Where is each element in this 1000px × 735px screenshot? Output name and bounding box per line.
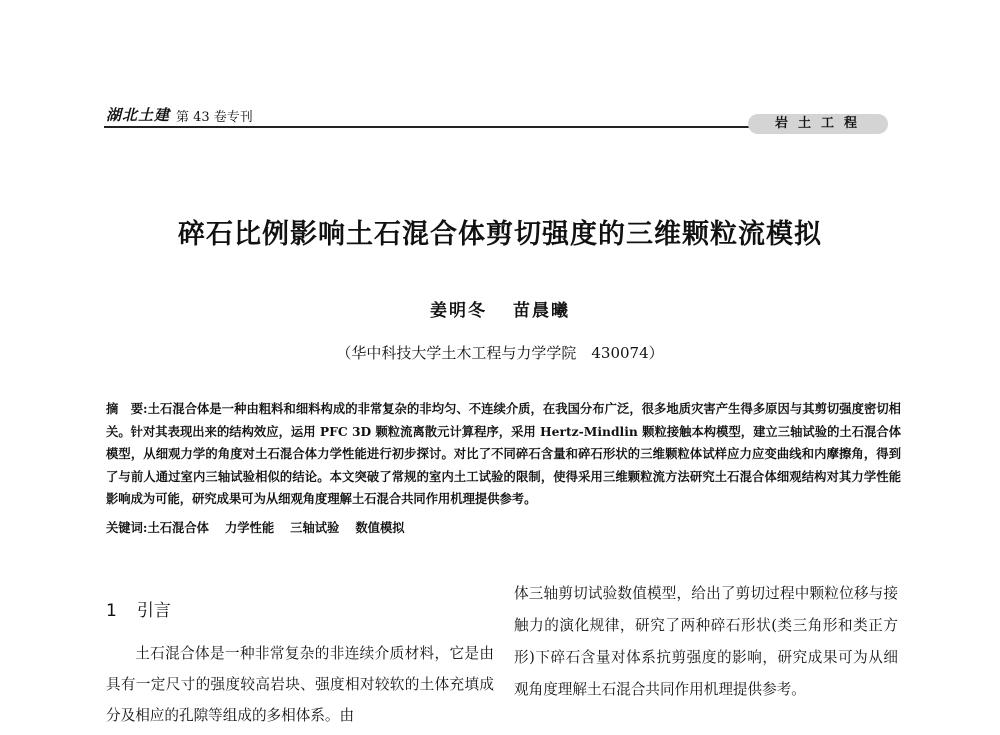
section-heading xyxy=(106,596,171,621)
section-tab: 岩土工程 xyxy=(748,114,888,134)
keyword: 土石混合体 xyxy=(147,520,209,535)
abstract-label: 摘 要: xyxy=(106,401,148,416)
section-number: 1 xyxy=(106,601,117,621)
paper-title: 碎石比例影响土石混合体剪切强度的三维颗粒流模拟 xyxy=(178,219,822,250)
keyword: 力学性能 xyxy=(224,520,275,535)
abstract xyxy=(106,398,901,511)
body-column-left xyxy=(106,638,494,731)
body-paragraph: 体三轴剪切试验数值模型，给出了剪切过程中颗粒位移与接触力的演化规律，研究了两种碎石形状(类三角形和类正方形)下碎石含量对体系抗剪强度的影响，研究成果可为从细观角度理解土石混合共同作用机理提供参考。 xyxy=(514,585,898,698)
keywords xyxy=(106,518,421,536)
keywords-label: 关键词: xyxy=(106,520,148,535)
journal-issue: 第 43 卷专刊 xyxy=(176,110,253,125)
body-column-right xyxy=(514,578,898,706)
authors xyxy=(0,296,1000,321)
keyword: 数值模拟 xyxy=(355,520,405,535)
abstract-text: 土石混合体是一种由粗料和细料构成的非常复杂的非均匀、不连续介质，在我国分布广泛，很多地质灾害产生得多原因与其剪切强度密切相关。针对其表现出来的结构效应，运用 PFC 3D 颗粒流离散元计算程序，采用 Hertz-Mindlin 颗粒接触本构模型，建立三轴试验的土石混合体模型，从细观力学的角度对土石混合体力学性能进行初步探讨。对比了不同碎石含量和碎石形状的三维颗粒体试样应力应变曲线和内摩擦角，得到了与前人通过室内三轴试验相似的结论。本文突破了常规的室内土工试验的限制，使得采用三维颗粒流方法研究土石混合体细观结构对其力学性能影响成为可能，研究成果可为从细观角度理解土石混合共同作用机理提供参考。 xyxy=(106,401,901,506)
author-name: 姜明冬 xyxy=(430,301,487,321)
section-title: 引言 xyxy=(136,601,171,621)
author-name: 苗晨曦 xyxy=(513,301,570,321)
keyword: 三轴试验 xyxy=(290,520,340,535)
journal-name: 湖北土建 xyxy=(106,106,171,124)
body-paragraph: 土石混合体是一种非常复杂的非连续介质材料，它是由具有一定尺寸的强度较高岩块、强度相对较软的土体充填成分及相应的孔隙等组成的多相体系。由 xyxy=(106,645,494,724)
affiliation: （华中科技大学土木工程与力学学院 430074） xyxy=(336,344,664,362)
